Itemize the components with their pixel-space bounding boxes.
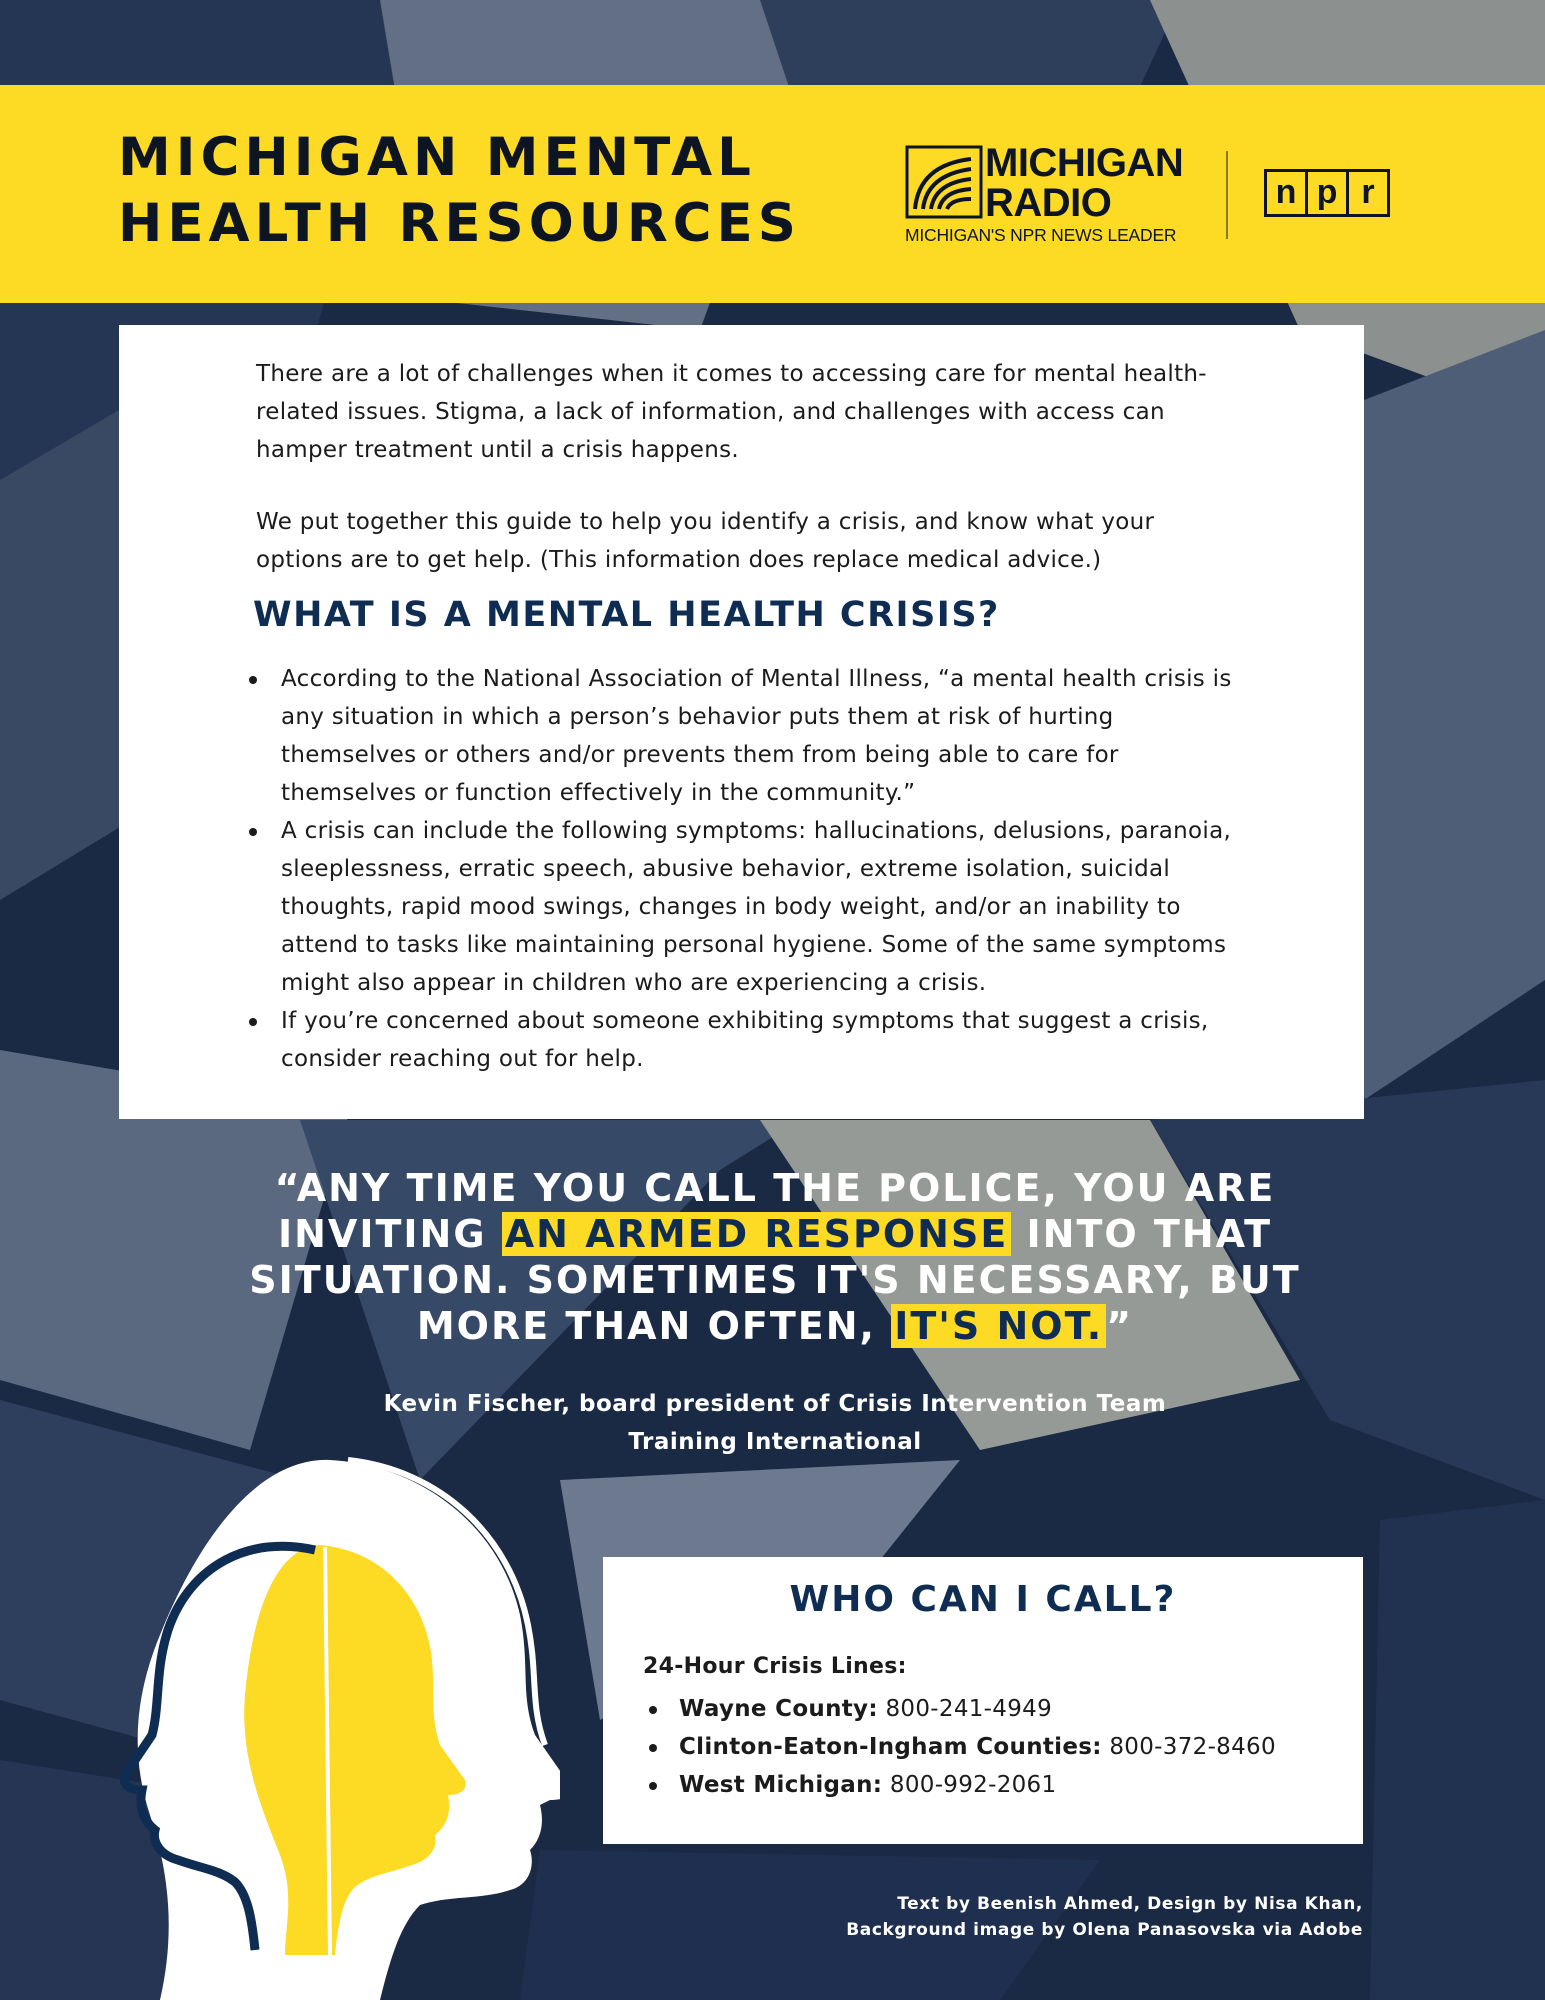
- crisis-line-name: Clinton-Eaton-Ingham Counties:: [679, 1734, 1102, 1760]
- quote-part-2: INTO THAT SITUATION. SOMETIMES IT'S NECESSARY, BUT MORE THAN OFTEN,: [249, 1212, 1301, 1348]
- intro-paragraph-1: There are a lot of challenges when it comes to accessing care for mental health-related issues. Stigma, a lack of information, and challenges with access can hamper treatment until a crisis happens.: [256, 361, 1207, 463]
- crisis-line-item: [643, 1766, 1276, 1804]
- title-line-1: MICHIGAN MENTAL: [118, 127, 756, 188]
- npr-letter-r: r: [1361, 173, 1375, 211]
- credits: [846, 1891, 1363, 1943]
- crisis-line-name: Wayne County:: [679, 1696, 878, 1722]
- logo-divider: [1226, 151, 1228, 239]
- crisis-line-number[interactable]: 800-241-4949: [885, 1696, 1053, 1722]
- heads-silhouette-icon: [80, 1455, 560, 2000]
- crisis-lines-card: [603, 1557, 1363, 1844]
- quote-highlight-1: AN ARMED RESPONSE: [502, 1212, 1012, 1256]
- npr-letter-n: n: [1267, 172, 1308, 214]
- pull-quote: [200, 1165, 1350, 1349]
- logo-tagline: MICHIGAN'S NPR NEWS LEADER: [905, 225, 1177, 245]
- attribution-line-1: Kevin Fischer, board president of Crisis Intervention Team: [383, 1391, 1167, 1417]
- quote-highlight-2: IT'S NOT.: [891, 1304, 1106, 1348]
- who-to-call-heading: WHO CAN I CALL?: [789, 1579, 1177, 1620]
- logo-line-2: RADIO: [985, 181, 1112, 225]
- list-item: A crisis can include the following symptoms: hallucinations, delusions, paranoia, sleeplessness, erratic speech, abusive behavior, extreme isolation, suicidal thoughts, rapid mood swings, changes in body weight, and/or an inability to attend to tasks like maintaining personal hygiene. Some of the same symptoms might also appear in children who are experiencing a crisis.: [244, 812, 1244, 1002]
- crisis-line-name: West Michigan:: [679, 1772, 883, 1798]
- attribution-line-2: Training International: [628, 1429, 922, 1455]
- credits-line-1: Text by Beenish Ahmed, Design by Nisa Khan,: [897, 1894, 1363, 1914]
- crisis-lines-label: 24-Hour Crisis Lines:: [643, 1654, 907, 1679]
- list-item: If you’re concerned about someone exhibiting symptoms that suggest a crisis, consider reaching out for help.: [244, 1002, 1244, 1078]
- npr-letter-p: p: [1308, 172, 1349, 214]
- intro-paragraph-2: We put together this guide to help you identify a crisis, and know what your options are to get help. (This information does replace medical advice.): [256, 509, 1155, 573]
- info-card: [119, 325, 1364, 1119]
- credits-line-2: Background image by Olena Panasovska via Adobe: [846, 1920, 1363, 1940]
- michigan-radio-logo-icon: [905, 145, 983, 219]
- quote-part-1: “ANY TIME YOU CALL THE POLICE, YOU ARE INVITING: [274, 1166, 1276, 1256]
- list-item: According to the National Association of Mental Illness, “a mental health crisis is any situation in which a person’s behavior puts them at risk of hurting themselves or others and/or prevents them from being able to care for themselves or function effectively in the community.”: [244, 660, 1244, 812]
- crisis-lines-list: [643, 1690, 1276, 1804]
- michigan-radio-wordmark: [985, 143, 1183, 223]
- logo-line-1: MICHIGAN: [985, 141, 1184, 185]
- quote-part-3: ”: [1106, 1304, 1134, 1348]
- crisis-heading: WHAT IS A MENTAL HEALTH CRISIS?: [253, 595, 1000, 635]
- title-line-2: HEALTH RESOURCES: [118, 193, 801, 254]
- header-banner: [0, 85, 1545, 303]
- crisis-line-item: [643, 1728, 1276, 1766]
- crisis-line-item: [643, 1690, 1276, 1728]
- page-title: [118, 125, 801, 257]
- npr-logo: [1264, 169, 1390, 217]
- quote-attribution: [300, 1385, 1250, 1461]
- crisis-bullet-list: [244, 660, 1244, 1078]
- crisis-line-number[interactable]: 800-372-8460: [1109, 1734, 1276, 1760]
- crisis-line-number[interactable]: 800-992-2061: [889, 1772, 1057, 1798]
